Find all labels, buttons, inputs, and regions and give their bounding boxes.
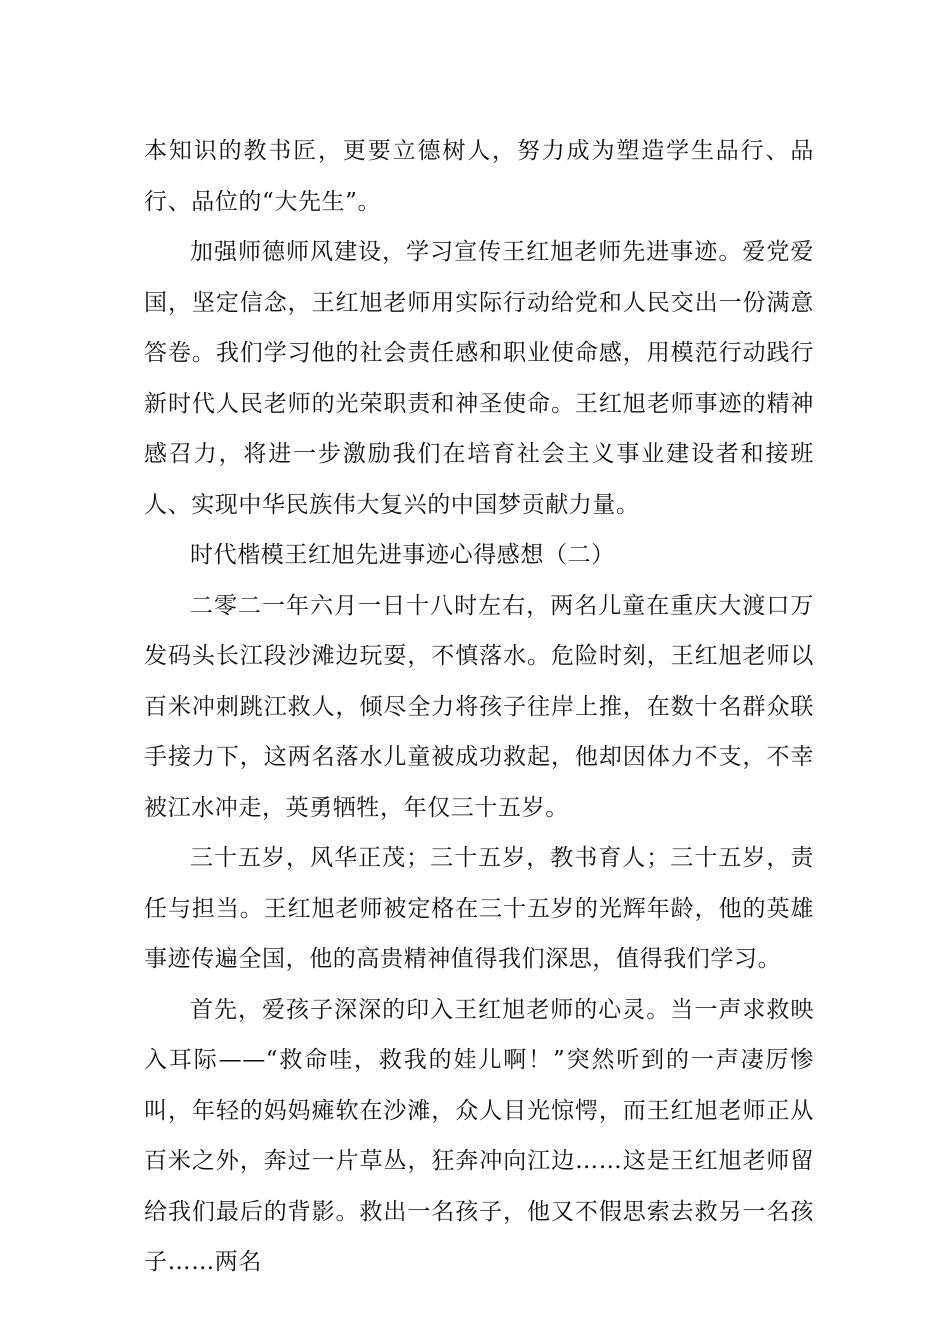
paragraph-love-children: 首先，爱孩子深深的印入王红旭老师的心灵。当一声求救映入耳际——“救命哇，救我的娃儿啊！”突然听到的一声凄厉惨叫，年轻的妈妈瘫软在沙滩，众人目光惊愕，而王红旭老师正从百米之外，奔过一片草丛，狂奔冲向江边……这是王红旭老师留给我们最后的背影。救出一名孩子，他又不假思索去救另一名孩子……两名: [144, 996, 814, 1275]
document-body: [144, 126, 814, 1288]
paragraph-rescue-event: 二零二一年六月一日十八时左右，两名儿童在重庆大渡口万发码头长江段沙滩边玩耍，不慎落水。危险时刻，王红旭老师以百米冲刺跳江救人，倾尽全力将孩子往岸上推，在数十名群众联手接力下，这两名落水儿童被成功救起，他却因体力不支，不幸被江水冲走，英勇牺牲，年仅三十五岁。: [144, 592, 814, 821]
paragraph-continuation: 本知识的教书匠，更要立德树人，努力成为塑造学生品行、品行、品位的“大先生”。: [144, 138, 814, 215]
section-heading: 时代楷模王红旭先进事迹心得感想（二）: [190, 542, 615, 568]
paragraph-teacher-ethics: 加强师德师风建设，学习宣传王红旭老师先进事迹。爱党爱国，坚定信念，王红旭老师用实际行动给党和人民交出一份满意答卷。我们学习他的社会责任感和职业使命感，用模范行动践行新时代人民老师的光荣职责和神圣使命。王红旭老师事迹的精神感召力，将进一步激励我们在培育社会主义事业建设者和接班人、实现中华民族伟大复兴的中国梦贡献力量。: [144, 239, 814, 518]
paragraph-age-thirty-five: 三十五岁，风华正茂；三十五岁，教书育人；三十五岁，责任与担当。王红旭老师被定格在三十五岁的光辉年龄，他的英雄事迹传遍全国，他的高贵精神值得我们深思，值得我们学习。: [144, 845, 814, 972]
